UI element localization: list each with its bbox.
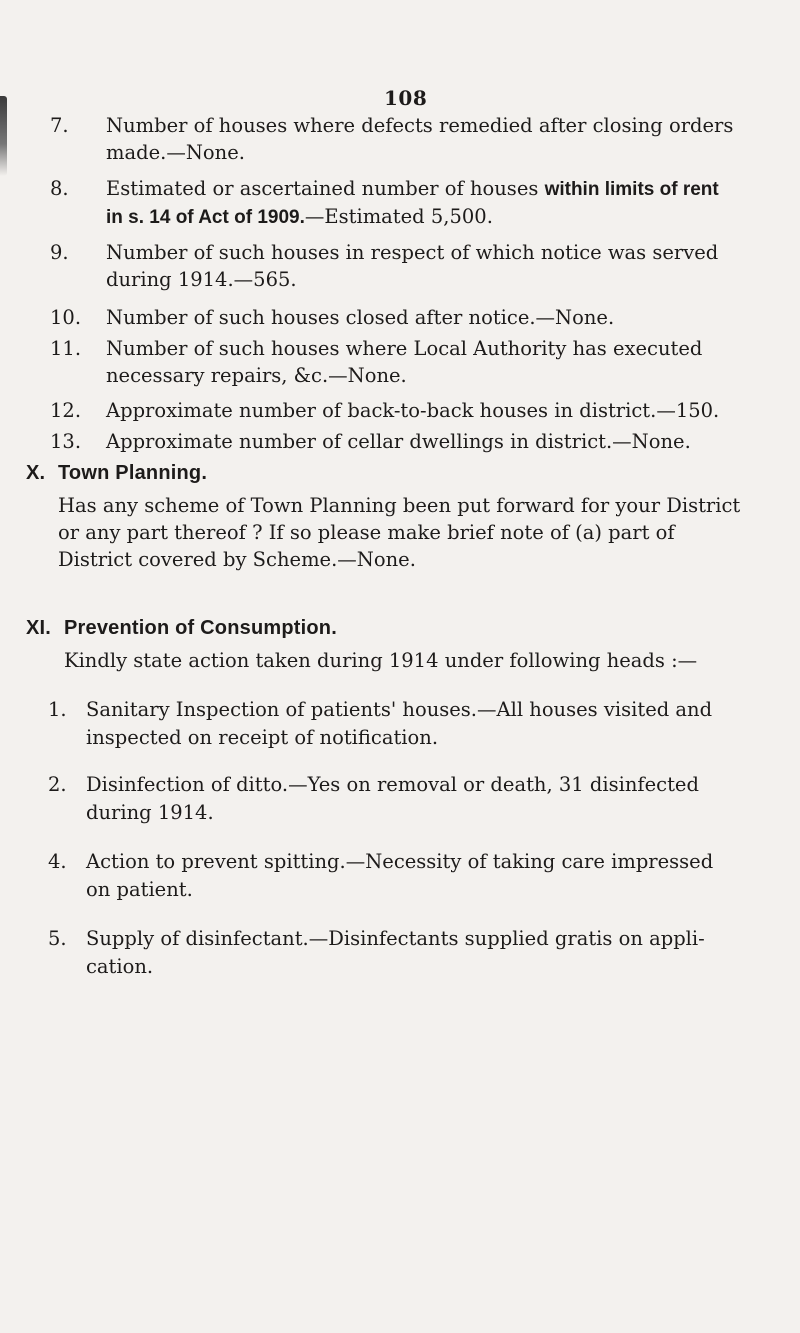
item-text [106, 428, 770, 455]
item-line-text: Estimated or ascertained number of houses [106, 177, 545, 200]
list-item-10 [50, 304, 770, 331]
item-number: 7. [50, 114, 69, 137]
item-text [86, 925, 768, 981]
item-line: Number of houses where defects remedied after closing orders [106, 114, 734, 137]
item-number: 12. [50, 399, 82, 422]
item-line: Sanitary Inspection of patients' houses.—All houses visited and [86, 698, 713, 721]
item-text [106, 239, 770, 293]
item-line: during 1914.—565. [106, 268, 297, 291]
item-line: cation. [86, 955, 154, 978]
item-line: Disinfection of ditto.—Yes on removal or death, 31 disinfected [86, 773, 699, 796]
section-intro: Kindly state action taken during 1914 under following heads :— [64, 649, 698, 672]
binding-edge-mark [0, 96, 7, 176]
list-item-13 [50, 428, 770, 455]
item-line [106, 203, 770, 231]
list-item-7 [50, 112, 770, 166]
item-line: Approximate number of cellar dwellings in district.—None. [106, 430, 691, 453]
list-item-2 [48, 771, 768, 827]
item-number: 8. [50, 177, 69, 200]
item-text [106, 304, 770, 331]
list-item-1 [48, 696, 768, 752]
section-heading-town-planning [26, 462, 207, 485]
item-text [86, 771, 768, 827]
item-text [86, 696, 768, 752]
item-text [106, 175, 770, 231]
list-item-11 [50, 335, 770, 389]
item-number: 5. [48, 927, 67, 950]
list-item-12 [50, 397, 770, 424]
item-line: made.—None. [106, 141, 245, 164]
item-line: during 1914. [86, 801, 214, 824]
item-number: 11. [50, 337, 82, 360]
item-line: Action to prevent spitting.—Necessity of taking care impressed [86, 850, 714, 873]
list-item-4 [48, 848, 768, 904]
item-line [106, 175, 770, 203]
item-line: Number of such houses where Local Authority has executed [106, 337, 703, 360]
item-number: 9. [50, 241, 69, 264]
list-item-5 [48, 925, 768, 981]
section-title: Prevention of Consumption. [64, 617, 337, 639]
page-number: 108 [384, 86, 428, 110]
item-line: Supply of disinfectant.—Disinfectants supplied gratis on appli- [86, 927, 705, 950]
list-item-8 [50, 175, 770, 231]
item-number: 2. [48, 773, 67, 796]
item-line: on patient. [86, 878, 193, 901]
item-text [106, 397, 770, 424]
item-text [106, 335, 770, 389]
item-line: Approximate number of back-to-back houses in district.—150. [106, 399, 720, 422]
item-text [86, 848, 768, 904]
paragraph-line: District covered by Scheme.—None. [58, 548, 416, 571]
section-number: XI. [26, 617, 52, 639]
item-line: inspected on receipt of notification. [86, 726, 439, 749]
section-number: X. [26, 462, 46, 484]
item-line: Number of such houses closed after notice.—None. [106, 306, 615, 329]
item-number: 13. [50, 430, 82, 453]
section-heading-prevention-of-consumption [26, 617, 337, 640]
item-number: 4. [48, 850, 67, 873]
item-line-text: —Estimated 5,500. [304, 205, 493, 228]
paragraph-line: Has any scheme of Town Planning been put forward for your District [58, 494, 741, 517]
paragraph-line: or any part thereof ? If so please make brief note of (a) part of [58, 521, 675, 544]
item-text [106, 112, 770, 166]
item-number: 10. [50, 306, 82, 329]
item-number: 1. [48, 698, 67, 721]
item-line: Number of such houses in respect of which notice was served [106, 241, 719, 264]
item-line-bold: within limits of rent [544, 179, 719, 200]
item-line-bold: in s. 14 of Act of 1909. [106, 207, 305, 228]
section-title: Town Planning. [58, 462, 208, 484]
section-paragraph [58, 492, 778, 573]
list-item-9 [50, 239, 770, 293]
item-line: necessary repairs, &c.—None. [106, 364, 407, 387]
